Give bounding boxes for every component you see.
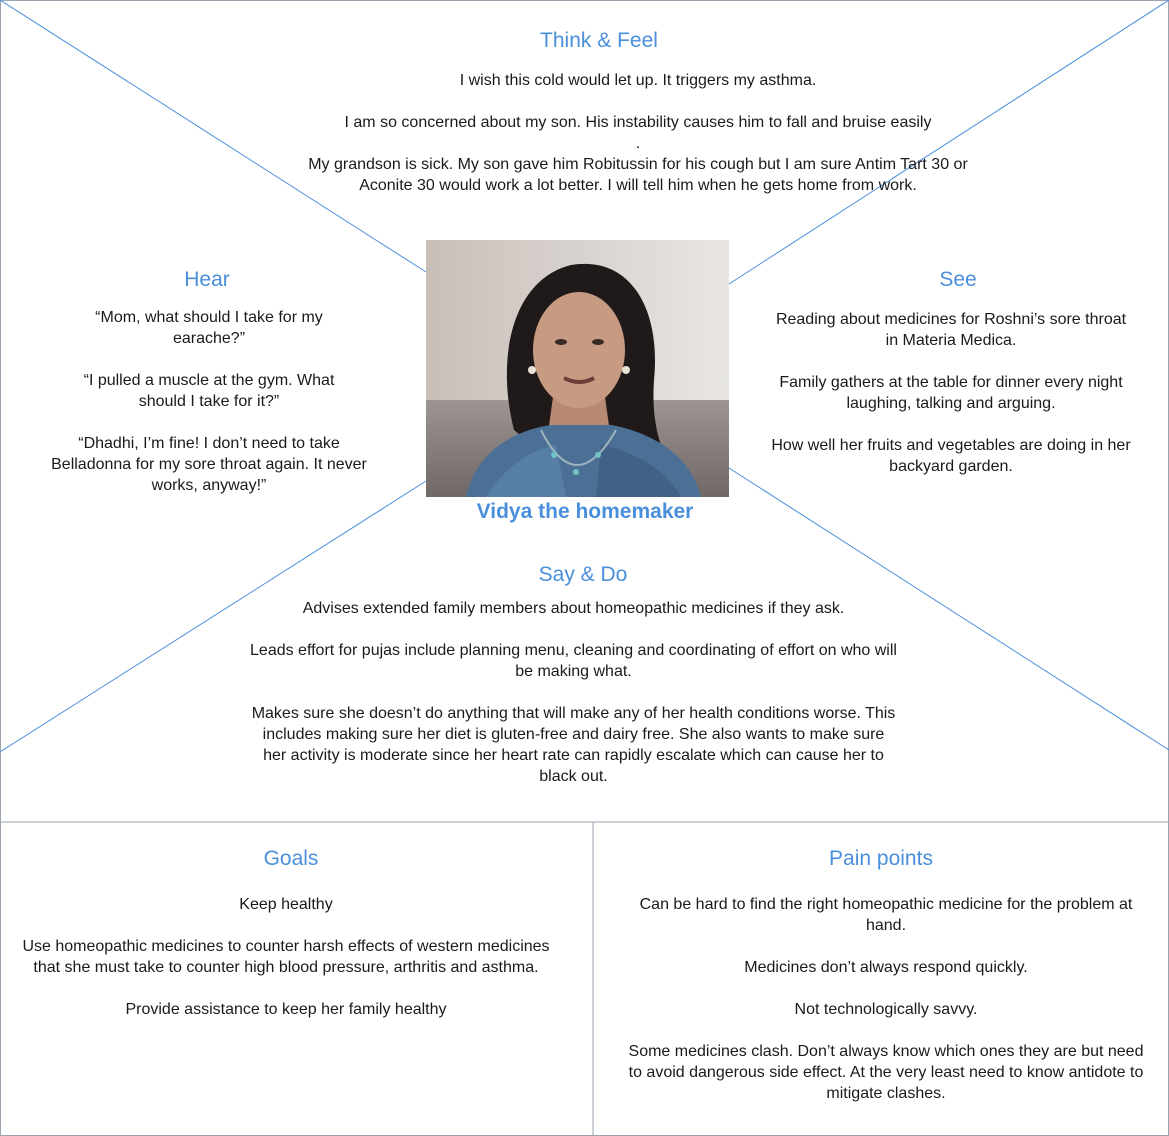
think-feel-line: I am so concerned about my son. His instability causes him to fall and bruise easily [344,114,932,131]
hear-line: “Mom, what should I take for my earache?” [95,309,323,347]
pain-points-line: Can be hard to find the right homeopathic medicine for the problem at hand. [639,896,1133,934]
say-do-content [246,598,901,787]
see-content [765,309,1137,477]
see-title: See [939,268,977,291]
think-feel-line: I wish this cold would let up. It triggers my asthma. [459,72,817,89]
goals-title: Goals [263,847,319,870]
hear-line: “I pulled a muscle at the gym. What should I take for it?” [83,372,335,410]
think-feel-line: . [635,135,641,152]
say-do-line: Advises extended family members about homeopathic medicines if they ask. [302,600,845,617]
hear-content [50,307,368,496]
see-line: How well her fruits and vegetables are doing in her backyard garden. [771,437,1131,475]
say-do-line: Leads effort for pujas include planning menu, cleaning and coordinating of effort on who will be making what. [250,642,897,680]
hear-line: “Dhadhi, I’m fine! I don’t need to take Belladonna for my sore throat again. It never works, anyway!” [51,435,367,494]
think-feel-title: Think & Feel [540,29,658,52]
goals-line: Keep healthy [239,896,333,913]
think-feel-content [280,70,996,196]
goals-line: Use homeopathic medicines to counter harsh effects of western medicines that she must take to counter high blood pressure, arthritis and asthma. [22,938,550,976]
hear-title: Hear [184,268,230,291]
see-line: Reading about medicines for Roshni’s sore throat in Materia Medica. [775,311,1127,349]
pain-points-line: Not technologically savvy. [794,1001,978,1018]
goals-content [20,894,552,1020]
persona-portrait-icon [426,240,729,497]
goals-line: Provide assistance to keep her family healthy [125,1001,447,1018]
say-do-line: Makes sure she doesn’t do anything that will make any of her health conditions worse. This includes making sure her diet is gluten-free and dairy free. She also wants to make sure her activity is moderate since her heart rate can rapidly escalate which can cause her to black out. [251,705,896,785]
say-do-title: Say & Do [538,563,628,586]
pain-points-title: Pain points [829,847,933,870]
see-line: Family gathers at the table for dinner every night laughing, talking and arguing. [779,374,1123,412]
pain-points-line: Some medicines clash. Don’t always know which ones they are but need to avoid dangerous side effect. At the very least need to know antidote to mitigate clashes. [628,1043,1144,1102]
think-feel-line: My grandson is sick. My son gave him Robitussin for his cough but I am sure Antim Tart 30 or Aconite 30 would work a lot better. I will tell him when he gets home from work. [308,156,968,194]
pain-points-line: Medicines don’t always respond quickly. [744,959,1028,976]
persona-name: Vidya the homemaker [476,500,694,523]
portrait-photo [426,240,729,497]
pain-points-content [625,894,1147,1104]
